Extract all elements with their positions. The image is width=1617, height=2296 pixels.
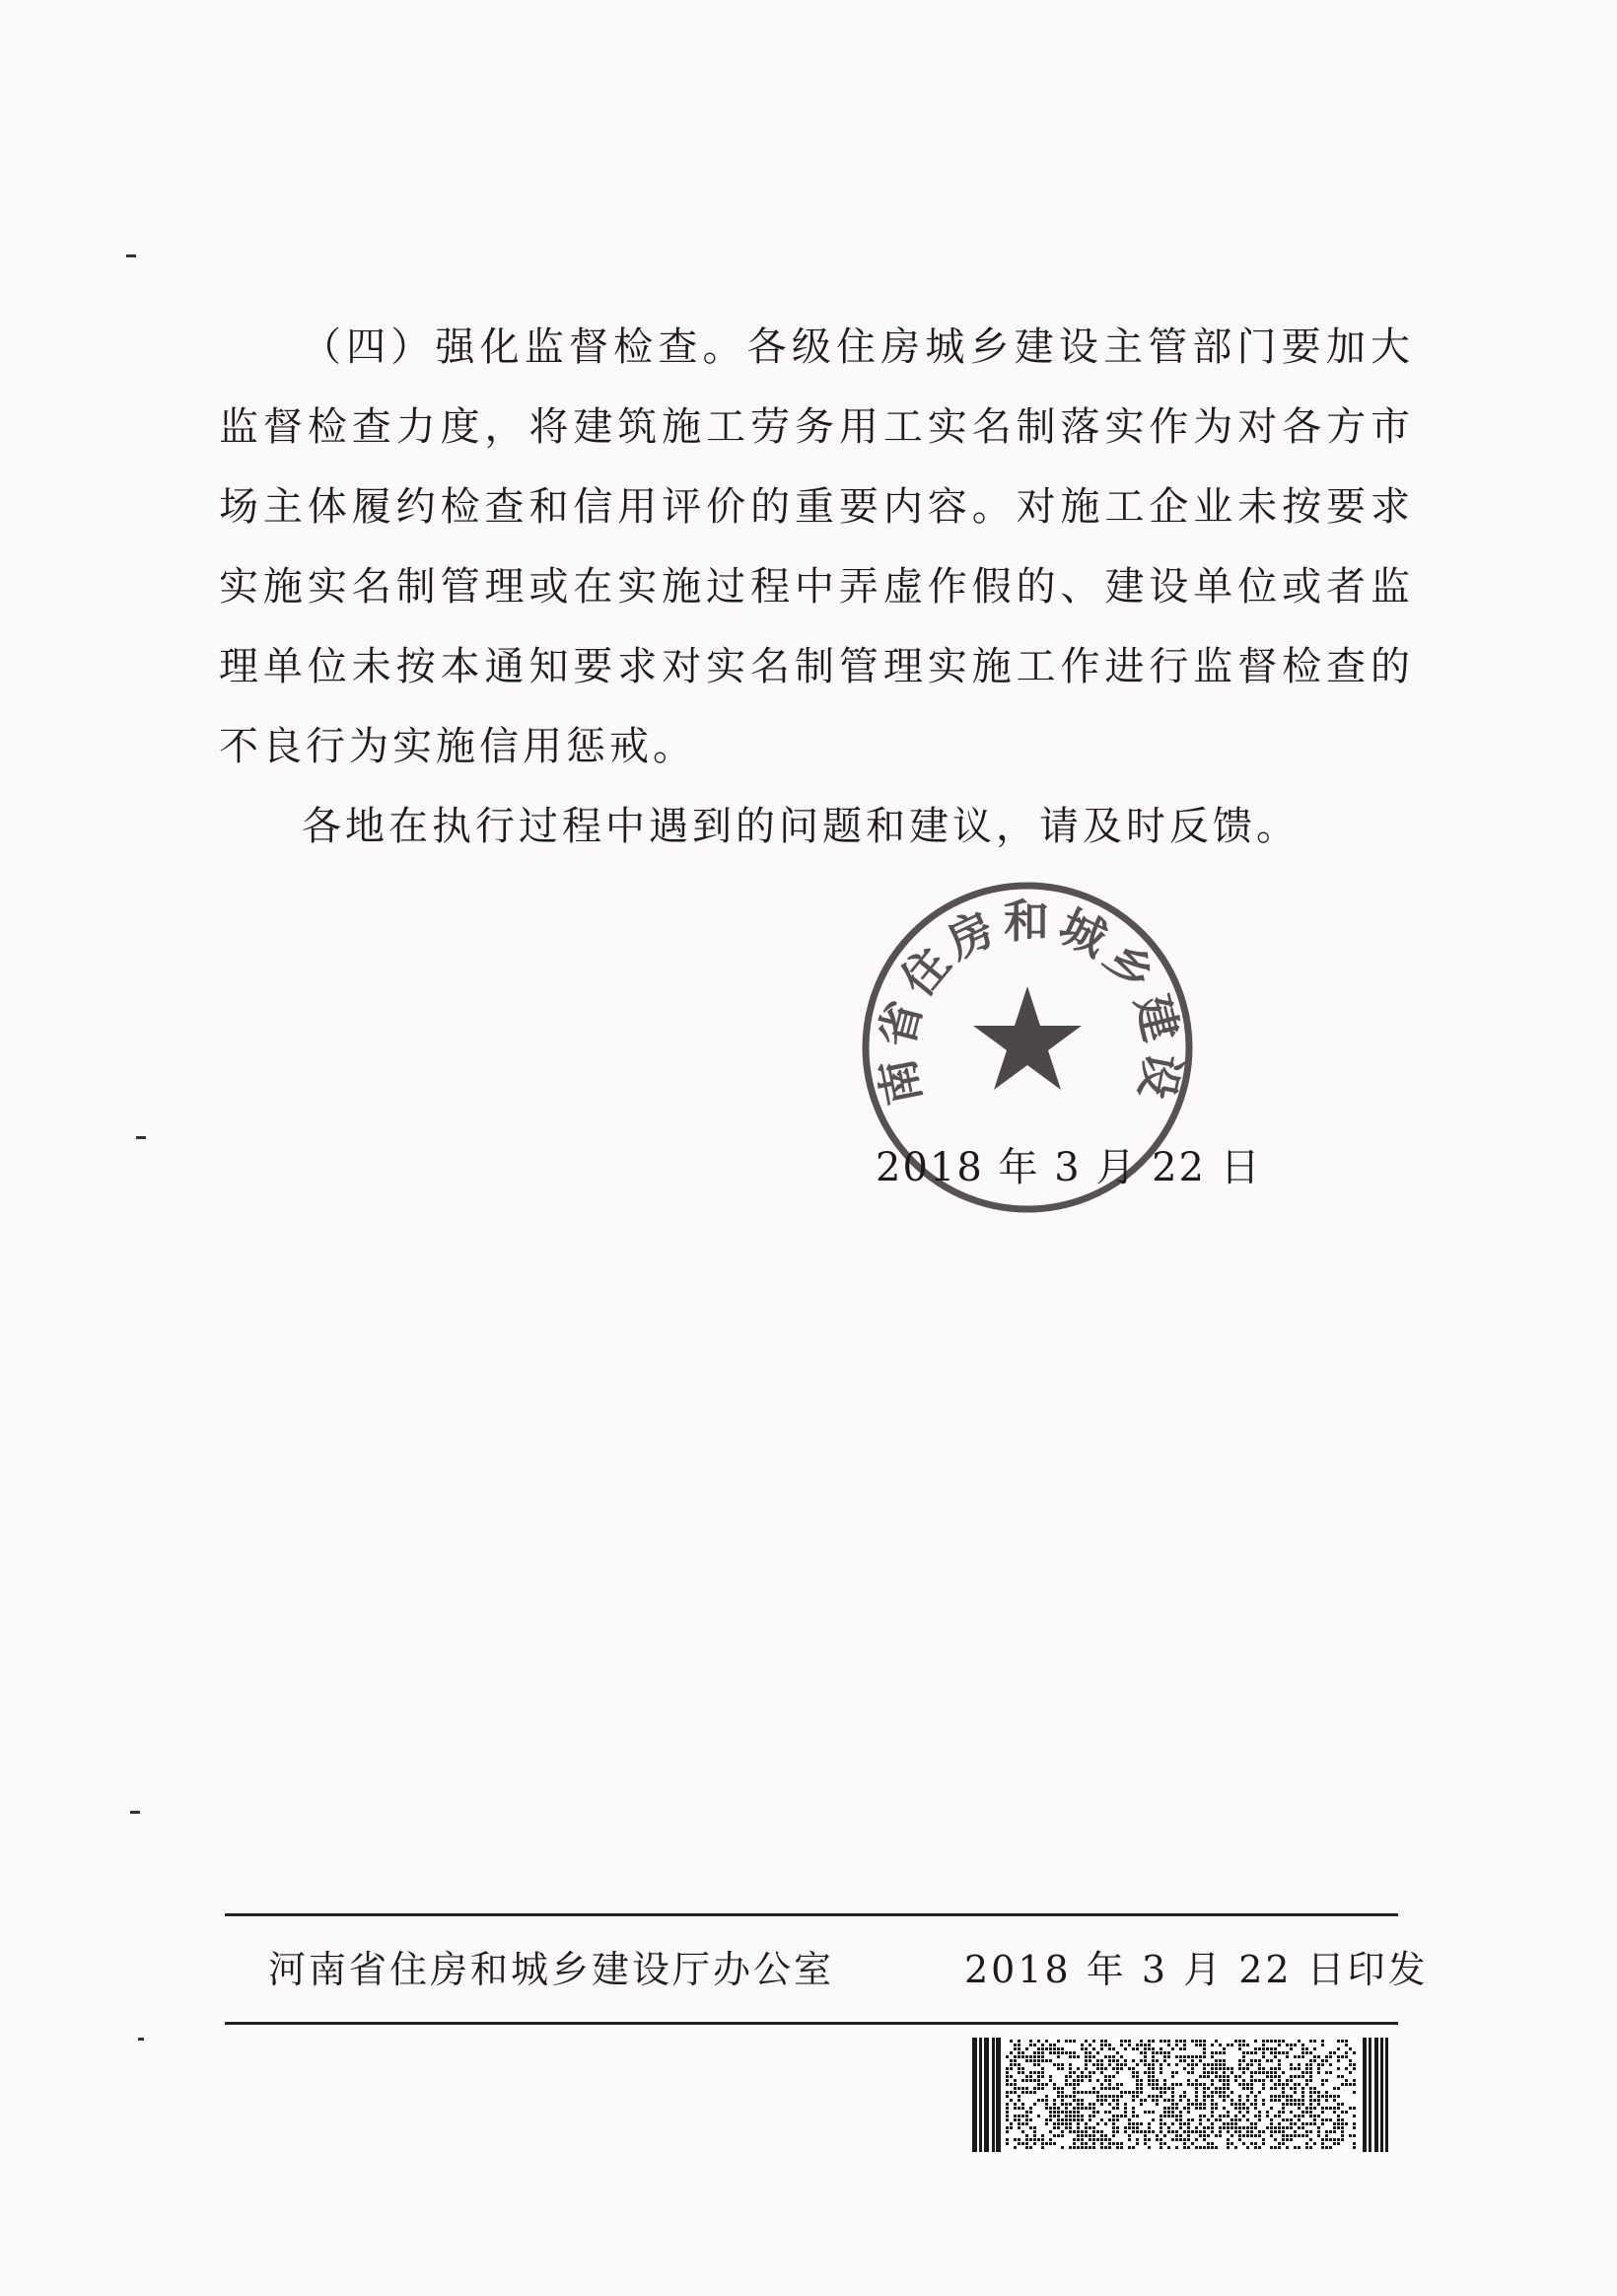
footer-top-rule — [225, 1913, 1398, 1916]
footer-issuer: 河南省住房和城乡建设厅办公室 — [268, 1948, 835, 1991]
signature-date: 2018 年 3 月 22 日 — [876, 1145, 1262, 1190]
scan-speck — [130, 1811, 140, 1814]
seal-text: 南省住房和城乡建设 — [869, 895, 1190, 1110]
svg-text:河南省住房和城乡建设厅 — [856, 876, 1190, 1110]
scan-speck — [138, 2038, 144, 2041]
scan-speck — [126, 254, 136, 257]
footer-bottom-rule — [225, 2022, 1398, 2025]
seal-star-icon — [973, 986, 1082, 1090]
barcode-icon — [972, 2038, 1388, 2152]
footer-print-date: 2018 年 3 月 22 日印发 — [964, 1948, 1429, 1991]
paragraph-supervision: （四）强化监督检查。各级住房城乡建设主管部门要加大监督检查力度，将建筑施工劳务用工实名制落实作为对各方市场主体履约检查和信用评价的重要内容。对施工企业未按要求实施实名制管理或在实施过程中弄虚作假的、建设单位或者监理单位未按本通知要求对实名制管理实施工作进行监督检查的不良行为实施信用惩戒。 — [219, 324, 1414, 769]
paragraph-feedback: 各地在执行过程中遇到的问题和建议，请及时反馈。 — [302, 804, 1300, 849]
body-text — [219, 308, 1414, 867]
scan-speck — [136, 1136, 146, 1139]
